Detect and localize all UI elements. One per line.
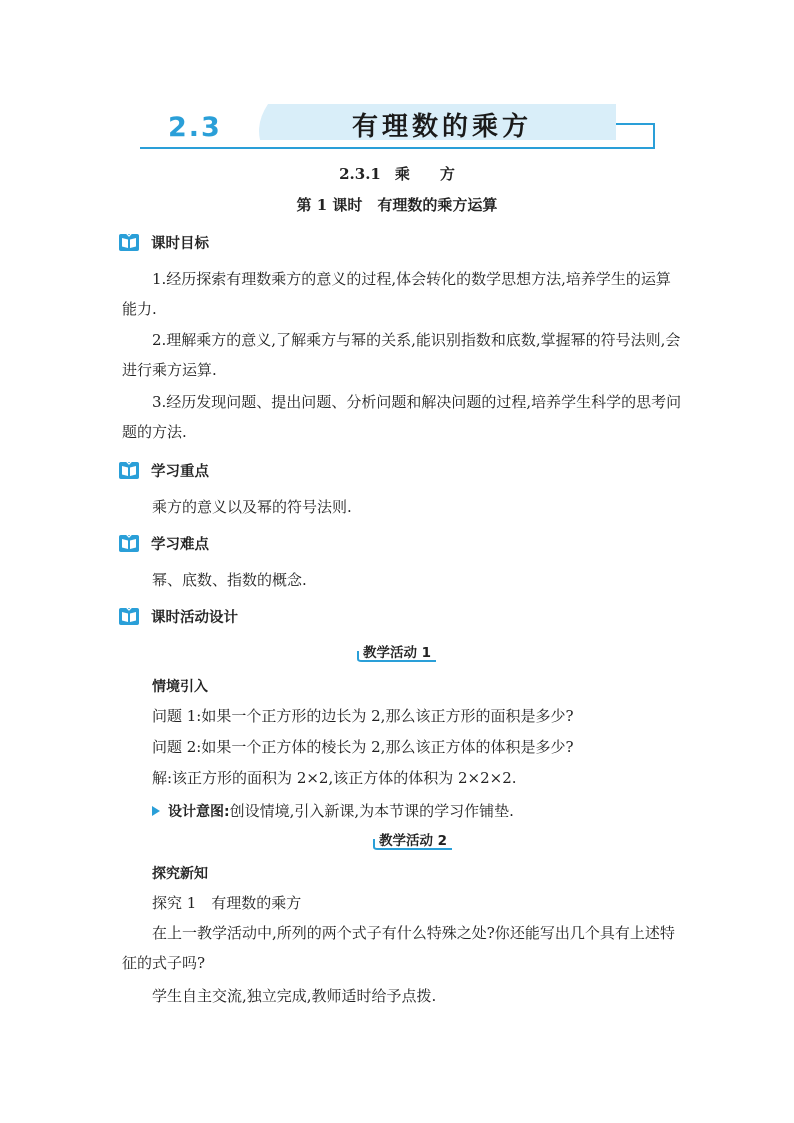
activity-1-label: 教学活动 1 [362,645,432,661]
book-icon [118,532,140,554]
activity-1-tag [354,641,440,667]
section-number: 2.3 [168,112,222,143]
triangle-bullet-icon [152,806,160,816]
objective-3: 3.经历发现问题、提出问题、分析问题和解决问题的过程,培养学生科学的思考问题的方法. [122,393,682,441]
book-icon [118,231,140,253]
design-intent-text: 创设情境,引入新课,为本节课的学习作铺垫. [229,802,514,820]
objective-2: 2.理解乘方的意义,了解乘方与幂的关系,能识别指数和底数,掌握幂的符号法则,会进行乘方运算. [122,331,681,379]
lesson-title: 第 1 课时 有理数的乘方运算 [296,196,498,214]
question-1: 问题 1:如果一个正方形的边长为 2,那么该正方形的面积是多少? [152,707,574,725]
explore-paragraph: 在上一教学活动中,所列的两个式子有什么特殊之处?你还能写出几个具有上述特征的式子吗? [122,924,675,972]
difficulties-heading: 学习难点 [118,532,209,554]
teacher-note: 学生自主交流,独立完成,教师适时给予点拨. [152,987,437,1005]
subsection-title-a: 乘 [394,165,410,183]
section-title: 有理数的乘方 [352,112,533,142]
explore-1-title: 探究 1 有理数的乘方 [152,894,302,912]
section-banner [138,100,656,152]
design-intent-label: 设计意图: [168,803,230,820]
activity-2-label: 教学活动 2 [378,833,448,849]
book-icon [118,459,140,481]
subsection-number: 2.3.1 [339,165,381,183]
intro-heading: 情境引入 [152,679,208,695]
objectives-heading: 课时目标 [118,231,209,253]
question-2: 问题 2:如果一个正方体的棱长为 2,那么该正方体的体积是多少? [152,738,574,756]
subsection-title [0,163,794,184]
activity-2-tag [370,829,456,855]
solution: 解:该正方形的面积为 2×2,该正方体的体积为 2×2×2. [152,769,517,787]
book-icon [118,605,140,627]
explore-heading: 探究新知 [152,866,208,882]
key-points-text: 乘方的意义以及幂的符号法则. [152,498,352,516]
key-points-heading: 学习重点 [118,459,209,481]
subsection-title-b: 方 [439,165,455,183]
design-heading: 课时活动设计 [118,605,238,627]
design-intent [152,800,514,821]
difficulties-text: 幂、底数、指数的概念. [152,571,307,589]
objective-1: 1.经历探索有理数乘方的意义的过程,体会转化的数学思想方法,培养学生的运算能力. [122,270,671,318]
